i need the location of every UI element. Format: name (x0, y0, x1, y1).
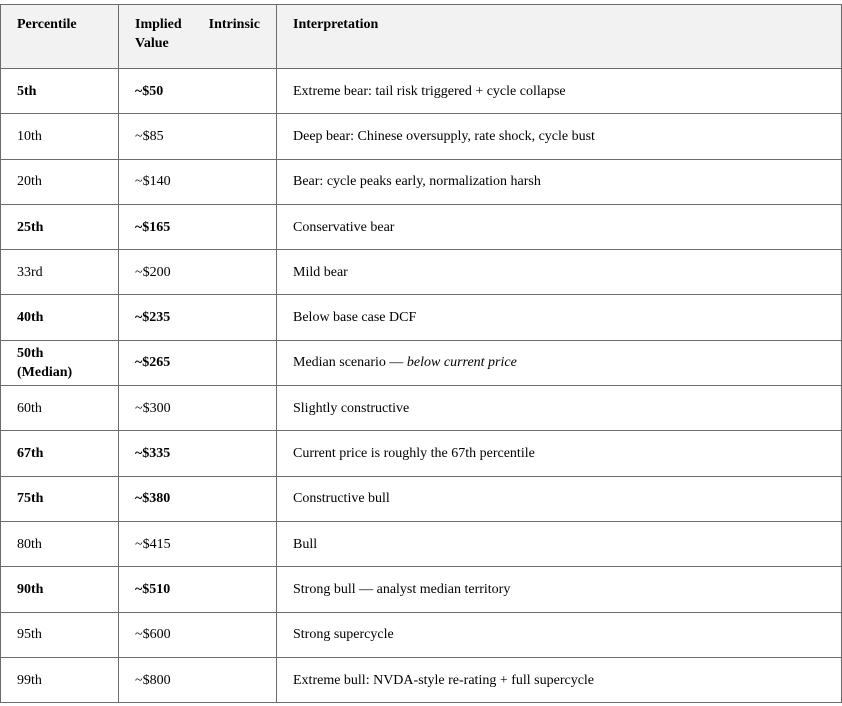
header-interpretation: Interpretation (277, 5, 842, 69)
percentile-cell: 5th (1, 69, 119, 114)
percentile-cell: 90th (1, 567, 119, 612)
interpretation-cell: Constructive bull (277, 476, 842, 521)
implied-value-cell: ~$85 (119, 114, 277, 159)
table-row (1, 476, 842, 521)
table-body (1, 69, 842, 703)
interpretation-cell (277, 340, 842, 385)
interpretation-emphasis: below current price (406, 355, 517, 371)
implied-value-cell: ~$380 (119, 476, 277, 521)
table-row (1, 340, 842, 385)
interpretation-cell: Extreme bear: tail risk triggered + cycle collapse (277, 69, 842, 114)
percentile-cell: 33rd (1, 250, 119, 295)
interpretation-cell: Bear: cycle peaks early, normalization harsh (277, 159, 842, 204)
percentile-cell: 95th (1, 612, 119, 657)
implied-value-cell: ~$50 (119, 69, 277, 114)
interpretation-cell: Deep bear: Chinese oversupply, rate shock, cycle bust (277, 114, 842, 159)
table-row (1, 159, 842, 204)
percentile-cell: 67th (1, 431, 119, 476)
interpretation-cell: Strong supercycle (277, 612, 842, 657)
implied-value-cell: ~$300 (119, 386, 277, 431)
interpretation-cell: Slightly constructive (277, 386, 842, 431)
percentile-cell: 80th (1, 521, 119, 566)
table-row (1, 431, 842, 476)
table-row (1, 657, 842, 702)
implied-value-cell: ~$200 (119, 250, 277, 295)
percentile-cell: 10th (1, 114, 119, 159)
interpretation-cell: Conservative bear (277, 204, 842, 249)
implied-value-cell: ~$165 (119, 204, 277, 249)
interpretation-cell: Mild bear (277, 250, 842, 295)
table-row (1, 386, 842, 431)
table-row (1, 114, 842, 159)
implied-value-cell: ~$235 (119, 295, 277, 340)
interpretation-cell: Bull (277, 521, 842, 566)
interpretation-cell: Current price is roughly the 67th percentile (277, 431, 842, 476)
header-percentile: Percentile (1, 5, 119, 69)
table-header-row (1, 5, 842, 69)
header-implied-intrinsic-value (119, 5, 277, 69)
implied-value-cell: ~$800 (119, 657, 277, 702)
percentile-cell: 99th (1, 657, 119, 702)
table-row (1, 295, 842, 340)
implied-value-cell: ~$600 (119, 612, 277, 657)
implied-value-cell: ~$265 (119, 340, 277, 385)
percentile-cell: 20th (1, 159, 119, 204)
implied-value-cell: ~$140 (119, 159, 277, 204)
implied-value-cell: ~$510 (119, 567, 277, 612)
percentile-cell: 50th (Median) (1, 340, 119, 385)
header-value-line-1 (135, 15, 260, 34)
interpretation-text: Median scenario — (293, 355, 407, 371)
table-row (1, 521, 842, 566)
table-row (1, 250, 842, 295)
percentile-cell: 40th (1, 295, 119, 340)
header-value-word-intrinsic: Intrinsic (208, 17, 260, 32)
percentile-cell: 75th (1, 476, 119, 521)
header-value-word-implied: Implied (135, 17, 182, 32)
implied-value-cell: ~$335 (119, 431, 277, 476)
interpretation-cell: Extreme bull: NVDA-style re-rating + full supercycle (277, 657, 842, 702)
percentile-cell: 60th (1, 386, 119, 431)
implied-value-cell: ~$415 (119, 521, 277, 566)
interpretation-cell: Strong bull — analyst median territory (277, 567, 842, 612)
table-row (1, 567, 842, 612)
table-row (1, 612, 842, 657)
percentile-table (0, 4, 842, 703)
interpretation-cell: Below base case DCF (277, 295, 842, 340)
table-row (1, 69, 842, 114)
header-value-word-value: Value (135, 36, 169, 51)
table-row (1, 204, 842, 249)
percentile-cell: 25th (1, 204, 119, 249)
